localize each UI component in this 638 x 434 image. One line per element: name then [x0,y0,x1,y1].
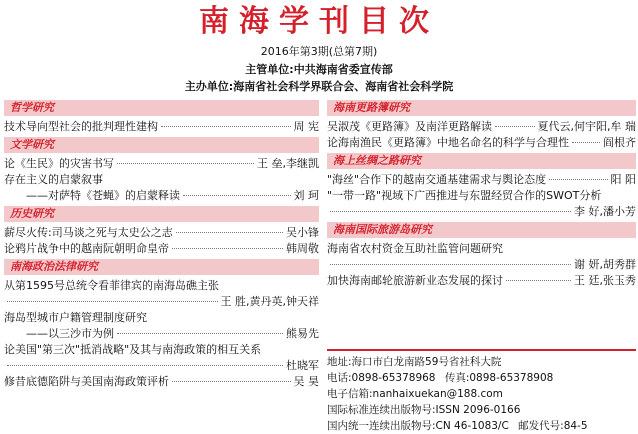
entry-title: 薪尽火传:司马谈之死与太史公之志 [4,226,173,239]
entry-author: 韩周敬 [286,242,319,255]
leader-dots [330,211,571,212]
issue-info: 2016年第3期(总第7期) [260,45,378,58]
entry-author: 周 宪 [293,120,319,133]
left-column [4,98,319,390]
entry-title: 修昔底德陷阱与美国南海政策评析 [4,375,169,388]
entry-author: 熊易先 [286,327,319,340]
entry-title: 存在主义的启蒙叙事 [4,173,103,186]
toc-entry[interactable] [4,225,319,241]
entry-author: 王 胜,黄丹英,钟天祥 [220,295,319,308]
entry-author: 夏代云,何宇阳,牟 瑞 [537,120,636,133]
entry-title: "海丝"合作下的越南交通基建需求与舆论态度 [327,173,547,186]
entry-title: 海岛型城市户籍管理制度研究 [4,311,147,324]
toc-entry[interactable] [4,374,319,390]
contact-block [327,349,636,434]
section-header: 哲学研究 [4,100,319,116]
entry-title: 论美国"第三次"抵消战略"及其与南海政策的相互关系 [4,343,262,356]
leader-dots [117,333,283,334]
leader-dots [330,264,571,265]
entry-title: 论《生民》的灾害书写 [4,157,114,170]
contact-cn-postal [327,418,636,434]
toc-entry[interactable] [327,119,636,135]
leader-dots [161,126,291,127]
toc-entry[interactable] [4,294,319,310]
contact-postal: 邮发代号:84-5 [518,420,588,432]
entry-author: 阳 阳 [610,173,636,186]
toc-entry[interactable] [4,278,319,294]
section-header: 海上丝绸之路研究 [327,153,636,169]
section-header: 南海政治法律研究 [4,259,319,275]
toc-entry[interactable] [327,204,636,220]
contact-cn: 国内统一连续出版物号:CN 46-1083/C [327,420,509,432]
entry-author: 阎根齐 [603,136,636,149]
toc-entry[interactable] [327,273,636,289]
section-header: 历史研究 [4,206,319,222]
entry-author: 吴 昊 [293,375,319,388]
section-header: 海南国际旅游岛研究 [327,222,636,238]
toc-entry[interactable] [4,119,319,135]
toc-entry[interactable] [4,172,319,188]
contact-address: 地址:海口市白龙南路59号省社科大院 [327,356,502,368]
entry-title: "一带一路"视域下广西推进与东盟经贸合作的SWOT分析 [327,189,602,202]
toc-entry[interactable] [327,188,636,204]
leader-dots [7,365,283,366]
toc-entry[interactable] [327,241,636,257]
host-info: 主办单位:海南省社会科学界联合会、海南省社会科学院 [184,80,454,93]
entry-author: 吴小锋 [286,226,319,239]
contact-phone-fax [327,370,636,386]
toc-entry[interactable] [4,342,319,358]
entry-title: 海南省农村资金互助社监管问题研究 [327,242,503,255]
entry-title: 加快海南邮轮旅游新业态发展的探讨 [327,274,503,287]
entry-author: 刘 珂 [293,189,319,202]
toc-entry[interactable] [4,241,319,257]
toc-entry[interactable] [4,310,319,326]
leader-dots [176,232,283,233]
entry-author: 王 廷,张玉秀 [574,274,636,287]
leader-dots [117,163,254,164]
entry-author: 王 垒,李继凯 [257,157,319,170]
leader-dots [183,195,291,196]
toc-entry[interactable] [327,257,636,273]
toc-entry[interactable] [4,326,319,342]
entry-author: 杜晓军 [286,359,319,372]
entry-title: 吴淑茂《更路簿》及南洋更路解读 [327,120,492,133]
page-title: 南海学刊目次 [199,4,439,39]
section-header: 文学研究 [4,137,319,153]
leader-dots [506,280,571,281]
sponsor-info: 主管单位:中共海南省委宣传部 [245,63,393,76]
leader-dots [495,126,535,127]
toc-entry[interactable] [4,188,319,204]
contact-email[interactable]: 电子信箱:nanhaixuekan@188.com [327,388,503,400]
leader-dots [7,301,218,302]
leader-dots [549,179,607,180]
contact-issn: 国际标准连续出版物号:ISSN 2096-0166 [327,404,521,416]
section-header: 海南更路簿研究 [327,100,636,116]
contact-fax: 传真:0898-65378908 [444,372,554,384]
toc-entry[interactable] [327,135,636,151]
contact-phone: 电话:0898-65378968 [327,372,436,384]
right-column [327,98,636,289]
toc-entry[interactable] [327,172,636,188]
entry-title: 技术导向型社会的批判理性建构 [4,120,158,133]
leader-dots [172,248,283,249]
toc-entry[interactable] [4,358,319,374]
entry-title: 从第1595号总统令看菲律宾的南海岛礁主张 [4,279,219,292]
toc-entry[interactable] [4,156,319,172]
entry-title: 论海南渔民《更路簿》中地名命名的科学与合理性 [327,136,569,149]
leader-dots [572,142,600,143]
entry-author: 李 好,潘小芳 [574,205,636,218]
entry-title: ——对萨特《苍蝇》的启蒙释读 [26,189,180,202]
entry-title: 论鸦片战争中的越南阮朝明命皇帝 [4,242,169,255]
leader-dots [172,381,291,382]
entry-author: 谢 妍,胡秀群 [574,258,636,271]
entry-title: ——以三沙市为例 [26,327,114,340]
